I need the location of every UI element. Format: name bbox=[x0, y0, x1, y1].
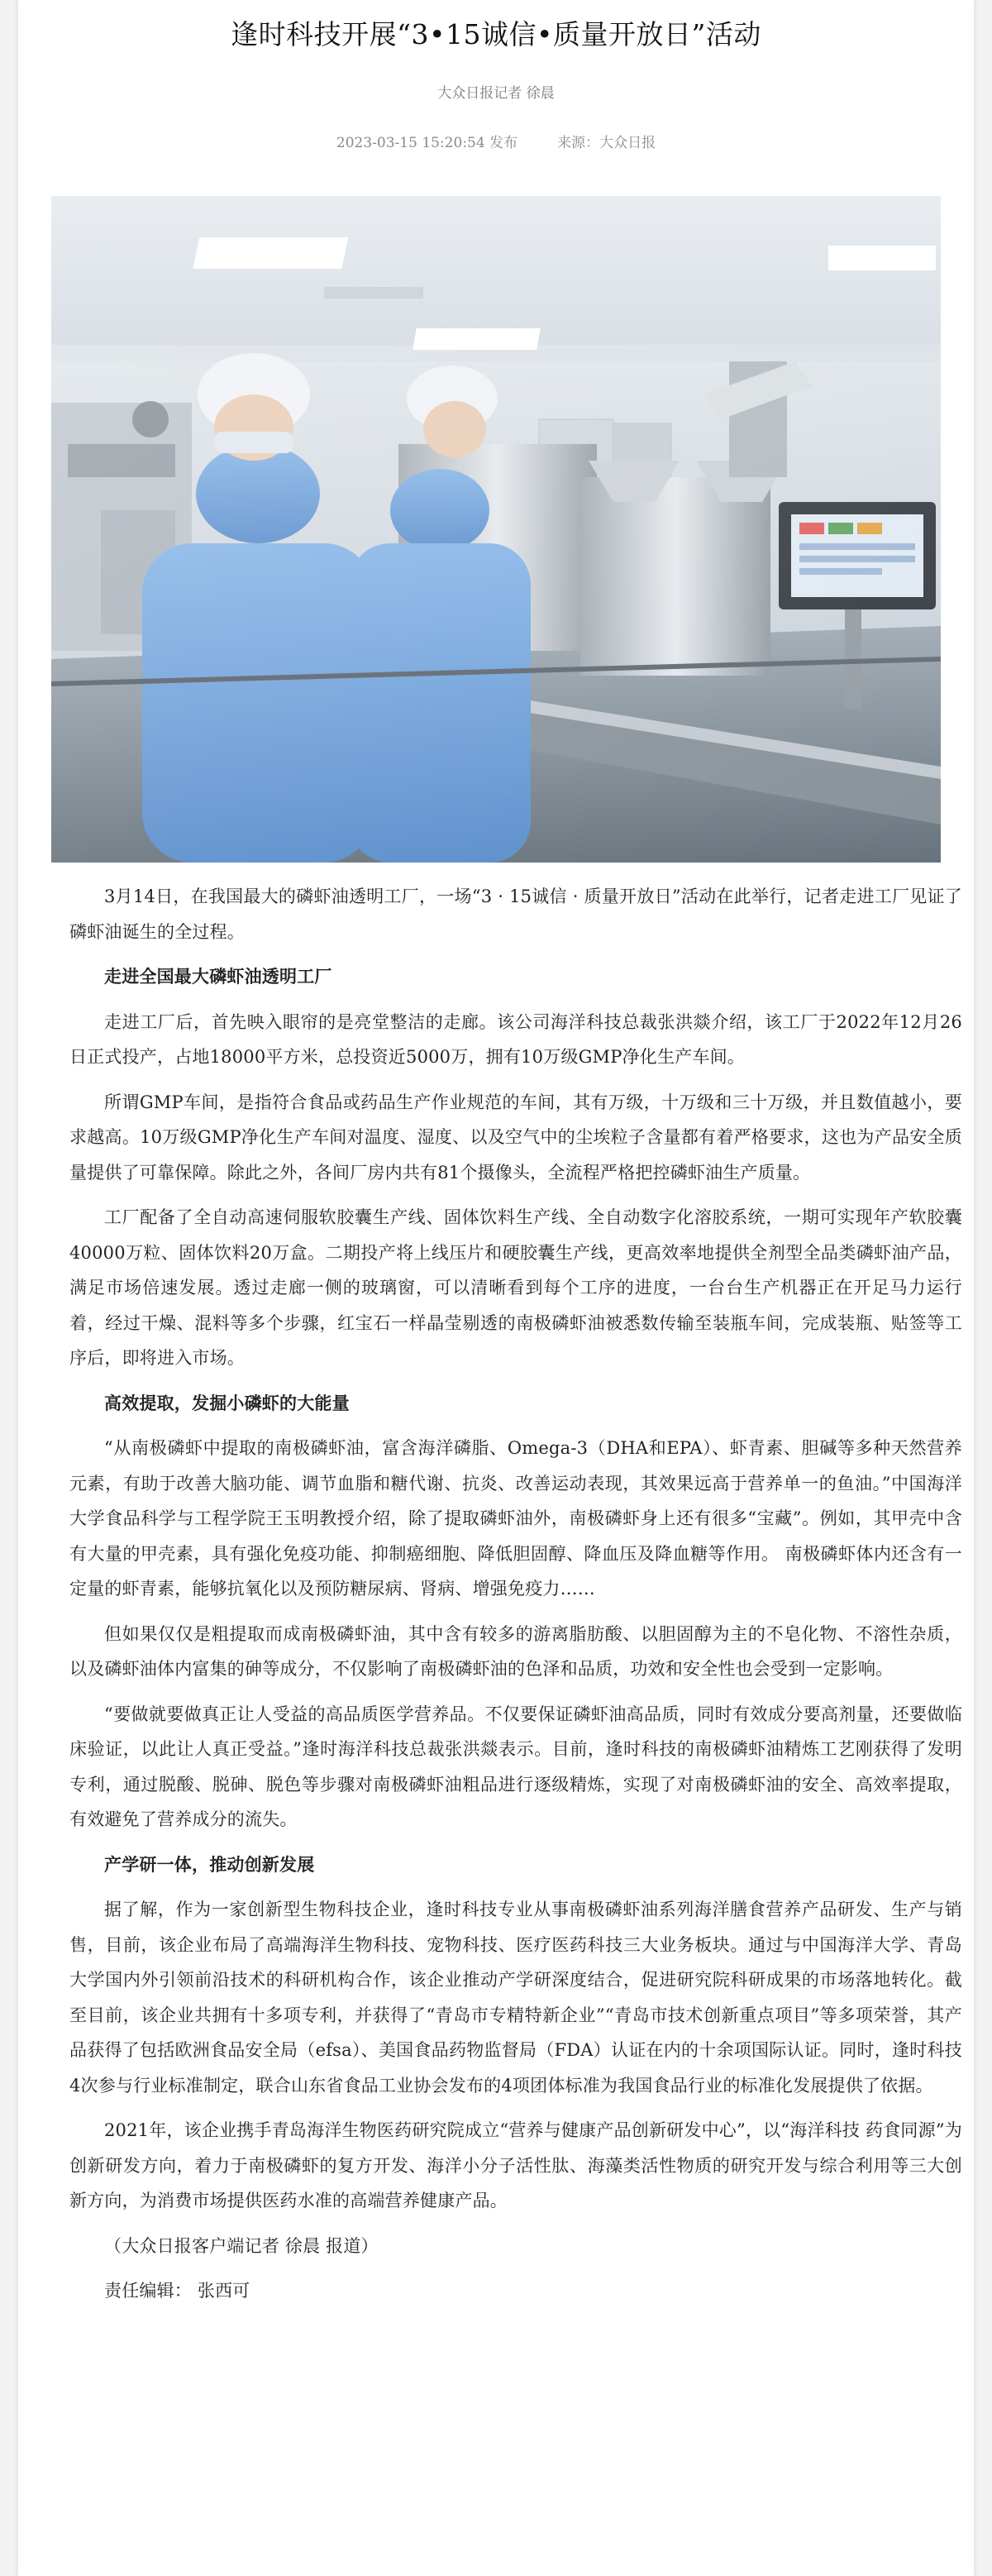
responsible-editor: 责任编辑： 张西可 bbox=[104, 2281, 250, 2301]
article-title: 逢时科技开展“3•15诚信•质量开放日”活动 bbox=[231, 18, 761, 50]
section-heading-3: 产学研一体，推动创新发展 bbox=[104, 1853, 315, 1875]
paragraph: 所谓GMP车间，是指符合食品或药品生产作业规范的车间，其有万级，十万级和三十万级，并且数值越小，要求越高。10万级GMP净化生产车间对温度、湿度、以及空气中的尘埃粒子含量都有着严格要求，这也为产品安全质量提供了可靠保障。除此之外，各间厂房内共有81个摄像头，全流程严格把控磷虾油生产质量。 bbox=[69, 1092, 962, 1183]
factory-photo bbox=[51, 196, 941, 863]
section-heading-1: 走进全国最大磷虾油透明工厂 bbox=[104, 966, 332, 987]
article-source: 来源：大众日报 bbox=[557, 135, 656, 151]
paragraph: 走进工厂后，首先映入眼帘的是亮堂整洁的走廊。该公司海洋科技总裁张洪燚介绍，该工厂于2022年12月26日正式投产，占地18000平方米，总投资近5000万，拥有10万级GMP净化生产车间。 bbox=[69, 1011, 962, 1067]
paragraph: 工厂配备了全自动高速伺服软胶囊生产线、固体饮料生产线、全自动数字化溶胶系统，一期可实现年产软胶囊40000万粒、固体饮料20万盒。二期投产将上线压片和硬胶囊生产线，更高效率地提供全剂型全品类磷虾油产品，满足市场倍速发展。透过走廊一侧的玻璃窗，可以清晰看到每个工序的进度，一台台生产机器正在开足马力运行着，经过干燥、混料等多个步骤，红宝石一样晶莹剔透的南极磷虾油被悉数传输至装瓶车间，完成装瓶、贴签等工序后，即将进入市场。 bbox=[69, 1207, 962, 1368]
paragraph: 但如果仅仅是粗提取而成南极磷虾油，其中含有较多的游离脂肪酸、以胆固醇为主的不皂化物、不溶性杂质，以及磷虾油体内富集的砷等成分，不仅影响了南极磷虾油的色泽和品质，功效和安全性也会受到一定影响。 bbox=[69, 1623, 962, 1679]
paragraph: “从南极磷虾中提取的南极磷虾油，富含海洋磷脂、Omega-3（DHA和EPA）、虾青素、胆碱等多种天然营养元素，有助于改善大脑功能、调节血脂和糖代谢、抗炎、改善运动表现，其效果远高于营养单一的鱼油。”中国海洋大学食品科学与工程学院王玉明教授介绍，除了提取磷虾油外，南极磷虾身上还有很多“宝藏”。例如，其甲壳中含有大量的甲壳素，具有强化免疫功能、抑制癌细胞、降低胆固醇、降血压及降血糖等作用。 南极磷虾体内还含有一定量的虾青素，能够抗氧化以及预防糖尿病、肾病、增强免疫力…… bbox=[69, 1438, 962, 1599]
paragraph: “要做就要做真正让人受益的高品质医学营养品。不仅要保证磷虾油高品质，同时有效成分要高剂量，还要做临床验证，以此让人真正受益。”逢时海洋科技总裁张洪燚表示。目前，逢时科技的南极磷虾油精炼工艺刚获得了发明专利，通过脱酸、脱砷、脱色等步骤对南极磷虾油粗品进行逐级精炼，实现了对南极磷虾油的安全、高效率提取，有效避免了营养成分的流失。 bbox=[69, 1704, 962, 1829]
paragraph-intro: 3月14日，在我国最大的磷虾油透明工厂，一场“3 · 15诚信 · 质量开放日”活动在此举行，记者走进工厂见证了磷虾油诞生的全过程。 bbox=[69, 887, 962, 942]
publish-time: 2023-03-15 15:20:54 发布 bbox=[336, 135, 518, 151]
article-card bbox=[18, 0, 974, 2576]
article-meta bbox=[18, 131, 974, 151]
article-body bbox=[69, 879, 962, 2319]
paragraph: 据了解，作为一家创新型生物科技企业，逢时科技专业从事南极磷虾油系列海洋膳食营养产品研发、生产与销售，目前，该企业布局了高端海洋生物科技、宠物科技、医疗医药科技三大业务板块。通过与中国海洋大学、青岛大学国内外引领前沿技术的科研机构合作，该企业推动产学研深度结合，促进研究院科研成果的市场落地转化。截至目前，该企业共拥有十多项专利，并获得了“青岛市专精特新企业”“青岛市技术创新重点项目”等多项荣誉，其产品获得了包括欧洲食品安全局（efsa）、美国食品药物监督局（FDA）认证在内的十余项国际认证。同时，逢时科技4次参与行业标准制定，联合山东省食品工业协会发布的4项团体标准为我国食品行业的标准化发展提供了依据。 bbox=[69, 1900, 962, 2096]
reporter-credit: （大众日报客户端记者 徐晨 报道） bbox=[104, 2235, 379, 2256]
section-heading-2: 高效提取，发掘小磷虾的大能量 bbox=[104, 1392, 350, 1413]
article-byline: 大众日报记者 徐晨 bbox=[437, 85, 555, 102]
paragraph: 2021年，该企业携手青岛海洋生物医药研究院成立“营养与健康产品创新研发中心”，以“海洋科技 药食同源”为创新研发方向，着力于南极磷虾的复方开发、海洋小分子活性肽、海藻类活性物质的研究开发与综合利用等三大创新方向，为消费市场提供医药水准的高端营养健康产品。 bbox=[69, 2120, 962, 2210]
